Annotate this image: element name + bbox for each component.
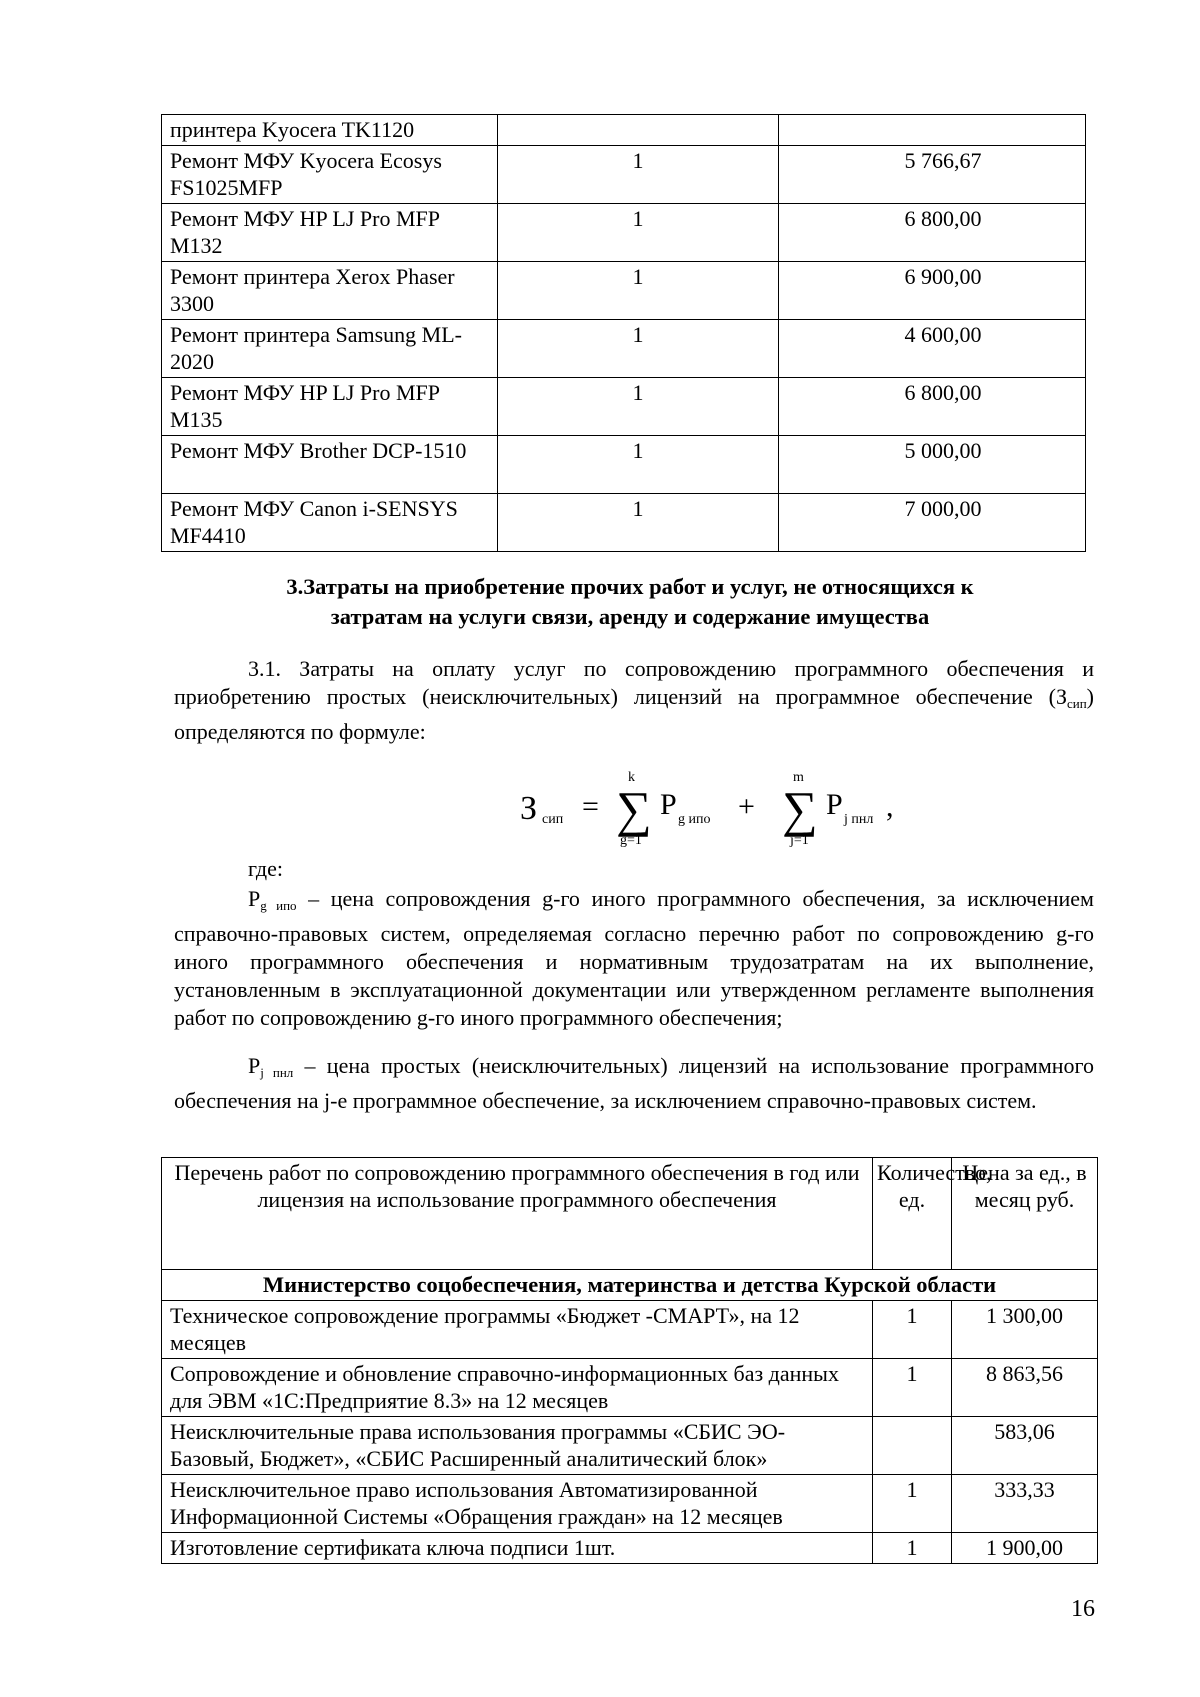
formula-comma: ,: [886, 790, 894, 823]
table-group-row: [162, 1270, 1098, 1301]
item-name-cell: Изготовление сертификата ключа подписи 1шт.: [162, 1533, 873, 1564]
section-heading: [200, 572, 1060, 632]
qty-cell: 1: [498, 494, 779, 552]
price-cell: 1 300,00: [952, 1301, 1098, 1359]
price-cell: 7 000,00: [779, 494, 1086, 552]
qty-cell: 1: [498, 146, 779, 204]
price-cell: 6 900,00: [779, 262, 1086, 320]
paragraph-3-1: [174, 655, 1094, 746]
pg-subscript: g ипо: [260, 898, 297, 913]
price-cell: 5 766,67: [779, 146, 1086, 204]
table-row: [162, 436, 1086, 494]
item-name-cell: Ремонт МФУ Brother DCP-1510: [162, 436, 498, 494]
sigma-icon: ∑: [616, 781, 652, 837]
header-name: Перечень работ по сопровождению программного обеспечения в год или лицензия на использование программного обеспечения: [162, 1158, 873, 1270]
table-row: [162, 204, 1086, 262]
formula-lhs-subscript: сип: [542, 812, 564, 827]
sigma-icon: ∑: [782, 781, 818, 837]
pj-symbol: P: [248, 1053, 261, 1078]
header-price: Цена за ед., в месяц руб.: [952, 1158, 1098, 1270]
table-row: [162, 378, 1086, 436]
formula-term2: P: [826, 788, 843, 821]
qty-cell: [498, 115, 779, 146]
item-name-cell: Сопровождение и обновление справочно-информационных баз данных для ЭВМ «1С:Предприятие 8.3» на 12 месяцев: [162, 1359, 873, 1417]
price-cell: 6 800,00: [779, 378, 1086, 436]
formula-term1: P: [660, 788, 677, 821]
qty-cell: 1: [498, 436, 779, 494]
qty-cell: 1: [498, 204, 779, 262]
qty-cell: 1: [498, 320, 779, 378]
subscript: сип: [1066, 696, 1087, 711]
item-name-cell: Ремонт МФУ HP LJ Pro MFP M135: [162, 378, 498, 436]
table-row: [162, 1417, 1098, 1475]
sum1-upper-limit: k: [628, 770, 635, 785]
item-name-cell: принтера Kyocera TK1120: [162, 115, 498, 146]
definition-pg: [174, 885, 1094, 1032]
section-heading-line-1: 3.Затраты на приобретение прочих работ и услуг, не относящихся к: [286, 574, 974, 599]
where-label: где:: [248, 856, 283, 881]
sum2-lower-limit: j=1: [790, 833, 809, 848]
header-qty: Количество, ед.: [873, 1158, 952, 1270]
table-row: [162, 1533, 1098, 1564]
price-cell: 333,33: [952, 1475, 1098, 1533]
formula-equals: =: [582, 790, 599, 823]
price-cell: 1 900,00: [952, 1533, 1098, 1564]
table-header-row: [162, 1158, 1098, 1270]
sum2-upper-limit: m: [793, 770, 804, 785]
qty-cell: 1: [873, 1301, 952, 1359]
paragraph-text: ) определяются по формуле:: [174, 684, 1094, 744]
item-name-cell: Ремонт принтера Samsung ML-2020: [162, 320, 498, 378]
item-name-cell: Неисключительные права использования программы «СБИС ЭО-Базовый, Бюджет», «СБИС Расширенный аналитический блок»: [162, 1417, 873, 1475]
item-name-cell: Ремонт МФУ Kyocera Ecosys FS1025MFP: [162, 146, 498, 204]
price-cell: 5 000,00: [779, 436, 1086, 494]
repair-costs-table-continued: [161, 114, 1086, 552]
definition-pj: [174, 1052, 1094, 1115]
price-cell: 8 863,56: [952, 1359, 1098, 1417]
qty-cell: [873, 1417, 952, 1475]
section-heading-line-2: затратам на услуги связи, аренду и содержание имущества: [330, 604, 930, 629]
price-cell: 583,06: [952, 1417, 1098, 1475]
item-name-cell: Ремонт МФУ HP LJ Pro MFP M132: [162, 204, 498, 262]
pj-definition-text: – цена простых (неисключительных) лицензий на использование программного обеспечения на j-е программное обеспечение, за исключением справочно-правовых систем.: [174, 1053, 1094, 1113]
qty-cell: 1: [498, 262, 779, 320]
price-cell: 6 800,00: [779, 204, 1086, 262]
formula-term1-subscript: g ипо: [678, 812, 711, 827]
table-row: [162, 1475, 1098, 1533]
table-row: [162, 1301, 1098, 1359]
item-name-cell: Неисключительное право использования Автоматизированной Информационной Системы «Обращения граждан» на 12 месяцев: [162, 1475, 873, 1533]
table-row: [162, 320, 1086, 378]
price-cell: 4 600,00: [779, 320, 1086, 378]
qty-cell: 1: [873, 1533, 952, 1564]
item-name-cell: Ремонт МФУ Canon i-SENSYS MF4410: [162, 494, 498, 552]
table-row: [162, 494, 1086, 552]
table-row: [162, 1359, 1098, 1417]
group-label: Министерство соцобеспечения, материнства и детства Курской области: [162, 1270, 1098, 1301]
pj-subscript: j пнл: [260, 1065, 294, 1080]
qty-cell: 1: [498, 378, 779, 436]
price-cell: [779, 115, 1086, 146]
page-number: 16: [1071, 1596, 1095, 1622]
formula-lhs: З: [520, 790, 538, 827]
cost-formula: [520, 770, 920, 850]
table-row: [162, 262, 1086, 320]
paragraph-text: 3.1. Затраты на оплату услуг по сопровождению программного обеспечения и приобретению простых (неисключительных) лицензий на программное обеспечение (З: [174, 656, 1094, 709]
table-row: [162, 146, 1086, 204]
pg-symbol: P: [248, 886, 261, 911]
item-name-cell: Ремонт принтера Xerox Phaser 3300: [162, 262, 498, 320]
qty-cell: 1: [873, 1475, 952, 1533]
item-name-cell: Техническое сопровождение программы «Бюджет -СМАРТ», на 12 месяцев: [162, 1301, 873, 1359]
formula-term2-subscript: j пнл: [844, 812, 874, 827]
software-support-table: [161, 1157, 1098, 1564]
formula-plus: +: [738, 790, 755, 823]
qty-cell: 1: [873, 1359, 952, 1417]
table-row: [162, 115, 1086, 146]
sum1-lower-limit: g=1: [620, 833, 642, 848]
pg-definition-text: – цена сопровождения g-го иного программного обеспечения, за исключением справочно-правовых систем, определяемая согласно перечню работ по сопровождению g-го иного программного обеспечения и нормативным трудозатратам на их выполнение, установленным в эксплуатационной документации или утвержденном регламенте выполнения работ по сопровождению g-го иного программного обеспечения;: [174, 886, 1094, 1030]
